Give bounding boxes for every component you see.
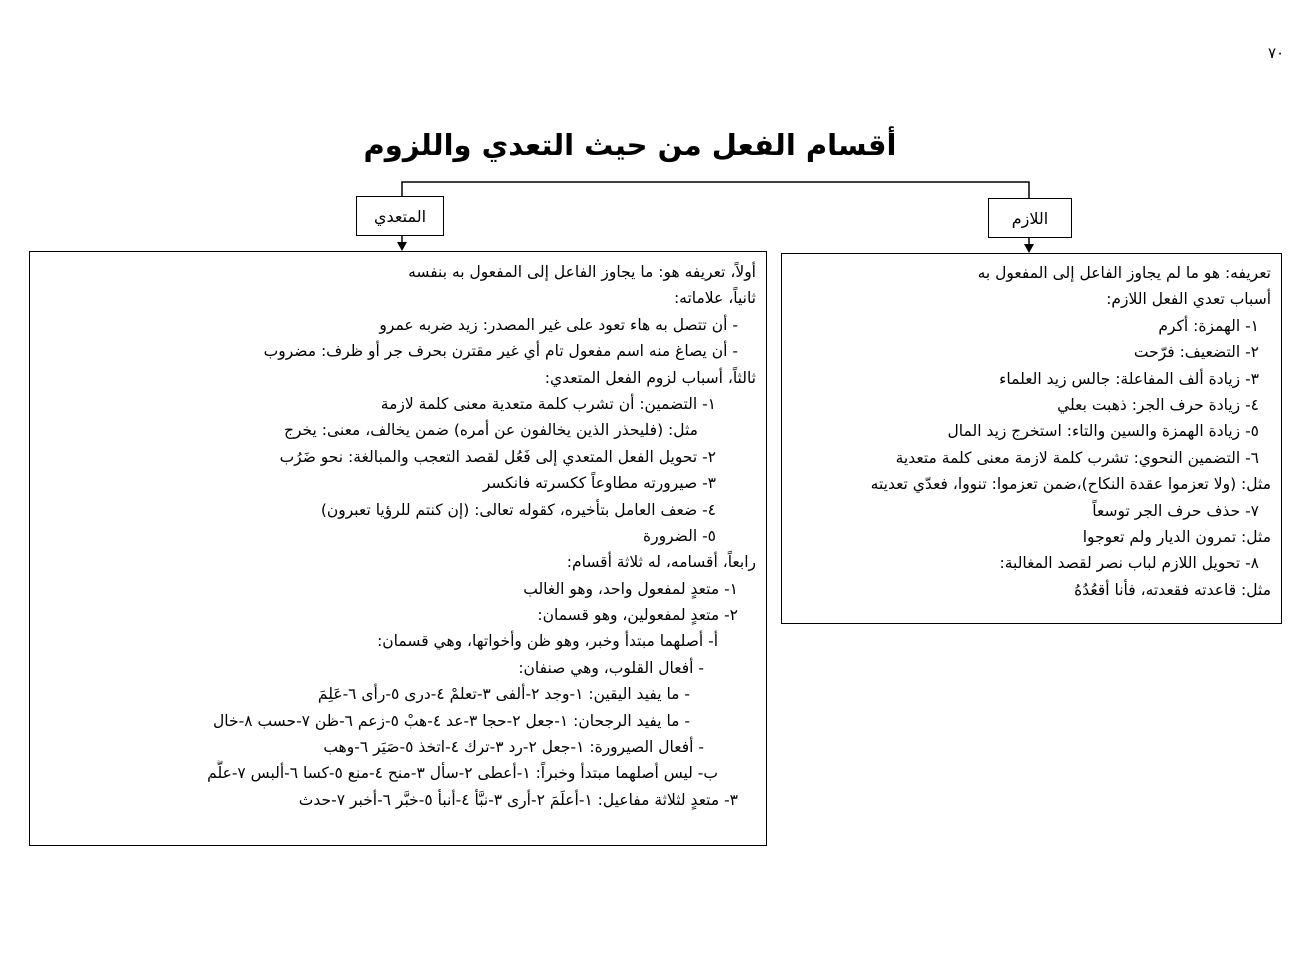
text-line: ٨- تحويل اللازم لباب نصر لقصد المغالبة: <box>999 554 1259 573</box>
text-line: ٣- صيرورته مطاوعاً ككسرته فانكسر <box>482 474 716 493</box>
mutaaddi-panel <box>29 251 767 846</box>
diagram-title: أقسام الفعل من حيث التعدي واللزوم <box>363 128 897 162</box>
text-line: ٣- متعدٍ لثلاثة مفاعيل: ١-أعلَمَ ٢-أرى ٣-نبَّأ ٤-أنبأ ٥-خبَّر ٦-أخبر ٧-حدث <box>298 790 738 809</box>
text-line: تعريفه: هو ما لم يجاوز الفاعل إلى المفعول به <box>977 264 1271 282</box>
text-line: مثل: تمرون الديار ولم تعوجوا <box>1082 527 1271 546</box>
text-line: ٢- التضعيف: فرّحت <box>1133 343 1259 362</box>
text-line: - أن تتصل به هاء تعود على غير المصدر: زيد ضربه عمرو <box>379 315 738 334</box>
text-line: ٢- تحويل الفعل المتعدي إلى فَعُل لقصد التعجب والمبالغة: نحو ضَرُب <box>279 447 716 466</box>
page-number: ٧٠ <box>1268 44 1285 62</box>
lazim-panel <box>781 253 1282 624</box>
text-line: ٣- زيادة ألف المفاعلة: جالس زيد العلماء <box>999 369 1259 388</box>
text-line: ٤- ضعف العامل بتأخيره، كقوله تعالى: (إن كنتم للرؤيا تعبرون) <box>320 500 716 519</box>
lazim-label: اللازم <box>1011 208 1049 228</box>
text-line: ثالثاً، أسباب لزوم الفعل المتعدي: <box>544 368 756 387</box>
arrowhead-lazim <box>1024 244 1034 253</box>
text-line: ٥- الضرورة <box>643 526 716 545</box>
text-line: مثل: قاعدته فقعدته، فأنا أقعُدُهُ <box>1074 580 1271 599</box>
tree-connectors <box>402 182 1029 249</box>
mutaaddi-label: المتعدي <box>373 206 427 226</box>
text-line: مثل: (ولا تعزموا عقدة النكاح)،ضمن تعزموا: تنووا، فعدّي تعديته <box>870 475 1271 494</box>
text-line: ١- التضمين: أن تشرب كلمة متعدية معنى كلمة لازمة <box>380 394 716 413</box>
connector-top <box>402 182 1029 200</box>
text-line: ٢- متعدٍ لمفعولين، وهو قسمان: <box>537 606 738 625</box>
text-line: أولاً، تعريفه هو: ما يجاوز الفاعل إلى المفعول به بنفسه <box>408 263 756 281</box>
text-line: ٤- زيادة حرف الجر: ذهبت بعلي <box>1057 395 1259 414</box>
text-line: مثل: (فليحذر الذين يخالفون عن أمره) ضمن يخالف، معنى: يخرج <box>283 421 698 440</box>
text-line: ٦- التضمين النحوي: تشرب كلمة لازمة معنى كلمة متعدية <box>895 448 1259 467</box>
text-line: ب- ليس أصلهما مبتدأ وخبراً: ١-أعطى ٢-سأل ٣-منح ٤-منع ٥-كسا ٦-ألبس ٧-علَّم <box>207 764 718 783</box>
text-line: ٥- زيادة الهمزة والسين والتاء: استخرج زيد المال <box>947 422 1259 441</box>
lazim-label-box <box>988 198 1072 238</box>
text-line: رابعاً، أقسامه، له ثلاثة أقسام: <box>566 553 756 572</box>
text-line: - أفعال الصيرورة: ١-جعل ٢-رد ٣-ترك ٤-اتخذ ٥-صَيَر ٦-وهب <box>323 738 704 757</box>
text-line: - ما يفيد اليقين: ١-وجد ٢-ألفى ٣-تعلمْ ٤-درى ٥-رأى ٦-عَلِمَ <box>317 685 690 704</box>
text-line: - أن يصاغ منه اسم مفعول تام أي غير مقترن بحرف جر أو ظرف: مضروب <box>263 342 738 361</box>
text-line: - ما يفيد الرجحان: ١-جعل ٢-حجا ٣-عد ٤-هبْ ٥-زعم ٦-ظن ٧-حسب ٨-خال <box>213 711 690 730</box>
arrowhead-mutaaddi <box>397 242 407 251</box>
text-line: ١- متعدٍ لمفعول واحد، وهو الغالب <box>523 579 738 598</box>
mutaaddi-label-box <box>356 196 444 236</box>
text-line: أسباب تعدي الفعل اللازم: <box>1106 290 1271 309</box>
text-line: ثانياً، علاماته: <box>673 289 756 308</box>
text-line: أ- أصلهما مبتدأ وخبر، وهو ظن وأخواتها، وهي قسمان: <box>377 632 718 651</box>
text-line: ٧- حذف حرف الجر توسعاً <box>1092 501 1259 520</box>
text-line: - أفعال القلوب، وهي صنفان: <box>518 658 704 677</box>
text-line: ١- الهمزة: أكرم <box>1158 316 1259 335</box>
